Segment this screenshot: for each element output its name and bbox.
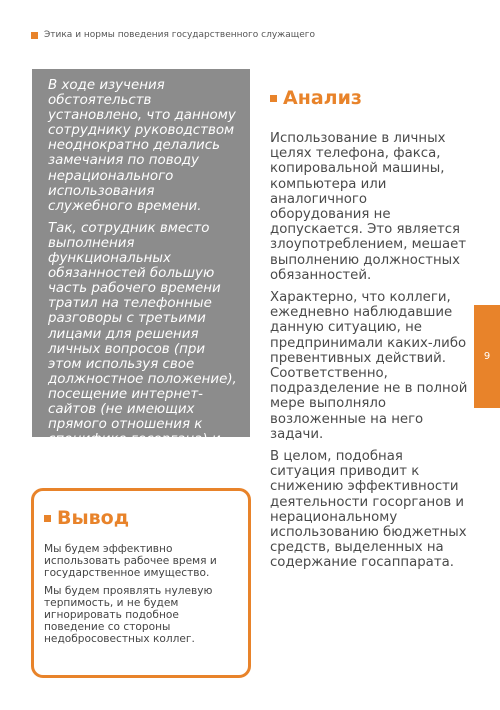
header-title: Этика и нормы поведения государственного служащего	[44, 30, 316, 40]
conclusion-title: Вывод	[57, 507, 130, 529]
conclusion-box	[31, 488, 251, 678]
header-bullet-square	[31, 32, 38, 39]
analysis-paragraph: Характерно, что коллеги, ежедневно наблюдавшие данную ситуацию, не предпринимали каких-либо превентивных действий. Соответственно, подразделение не в полной мере выполняло возложенные на него задачи.	[270, 290, 468, 442]
page-number: 9	[483, 351, 491, 362]
conclusion-body	[44, 543, 238, 646]
case-paragraph: Так, сотрудник вместо выполнения функциональных обязанностей большую часть рабочего времени тратил на телефонные разговоры с третьими лицами для решения личных вопросов (при этом используя свое должностное положение), посещение интернет-сайтов (не имеющих прямого отношения к специфике госоргана) и на использование служебной почты.	[48, 220, 237, 478]
analysis-paragraph: В целом, подобная ситуация приводит к снижению эффективности деятельности госорганов и нерациональному использованию бюджетных средств, выделенных на содержание госаппарата.	[270, 449, 467, 571]
conclusion-paragraph: Мы будем эффективно использовать рабочее время и государственное имущество.	[44, 543, 217, 580]
case-paragraph: В ходе изучения обстоятельств установлено, что данному сотруднику руководством неоднократно делались замечания по поводу нерационального использования служебного времени.	[48, 78, 236, 214]
heading-bullet-square	[44, 515, 51, 522]
heading-bullet-square	[270, 95, 277, 102]
analysis-body	[270, 131, 470, 571]
analysis-heading	[270, 87, 470, 109]
page-number-tab	[474, 305, 500, 408]
conclusion-heading	[44, 507, 238, 529]
running-header	[31, 30, 315, 40]
analysis-paragraph: Использование в личных целях телефона, факса, копировальной машины, компьютера или аналогичного оборудования не допускается. Это является злоупотреблением, мешает выполнению должностных обязанностей.	[270, 131, 467, 283]
case-description-box	[32, 69, 250, 478]
conclusion-paragraph: Мы будем проявлять нулевую терпимость, и не будем игнорировать подобное поведение со стороны недобросовестных коллег.	[44, 584, 213, 646]
analysis-title: Анализ	[283, 87, 362, 109]
analysis-section	[270, 87, 470, 578]
